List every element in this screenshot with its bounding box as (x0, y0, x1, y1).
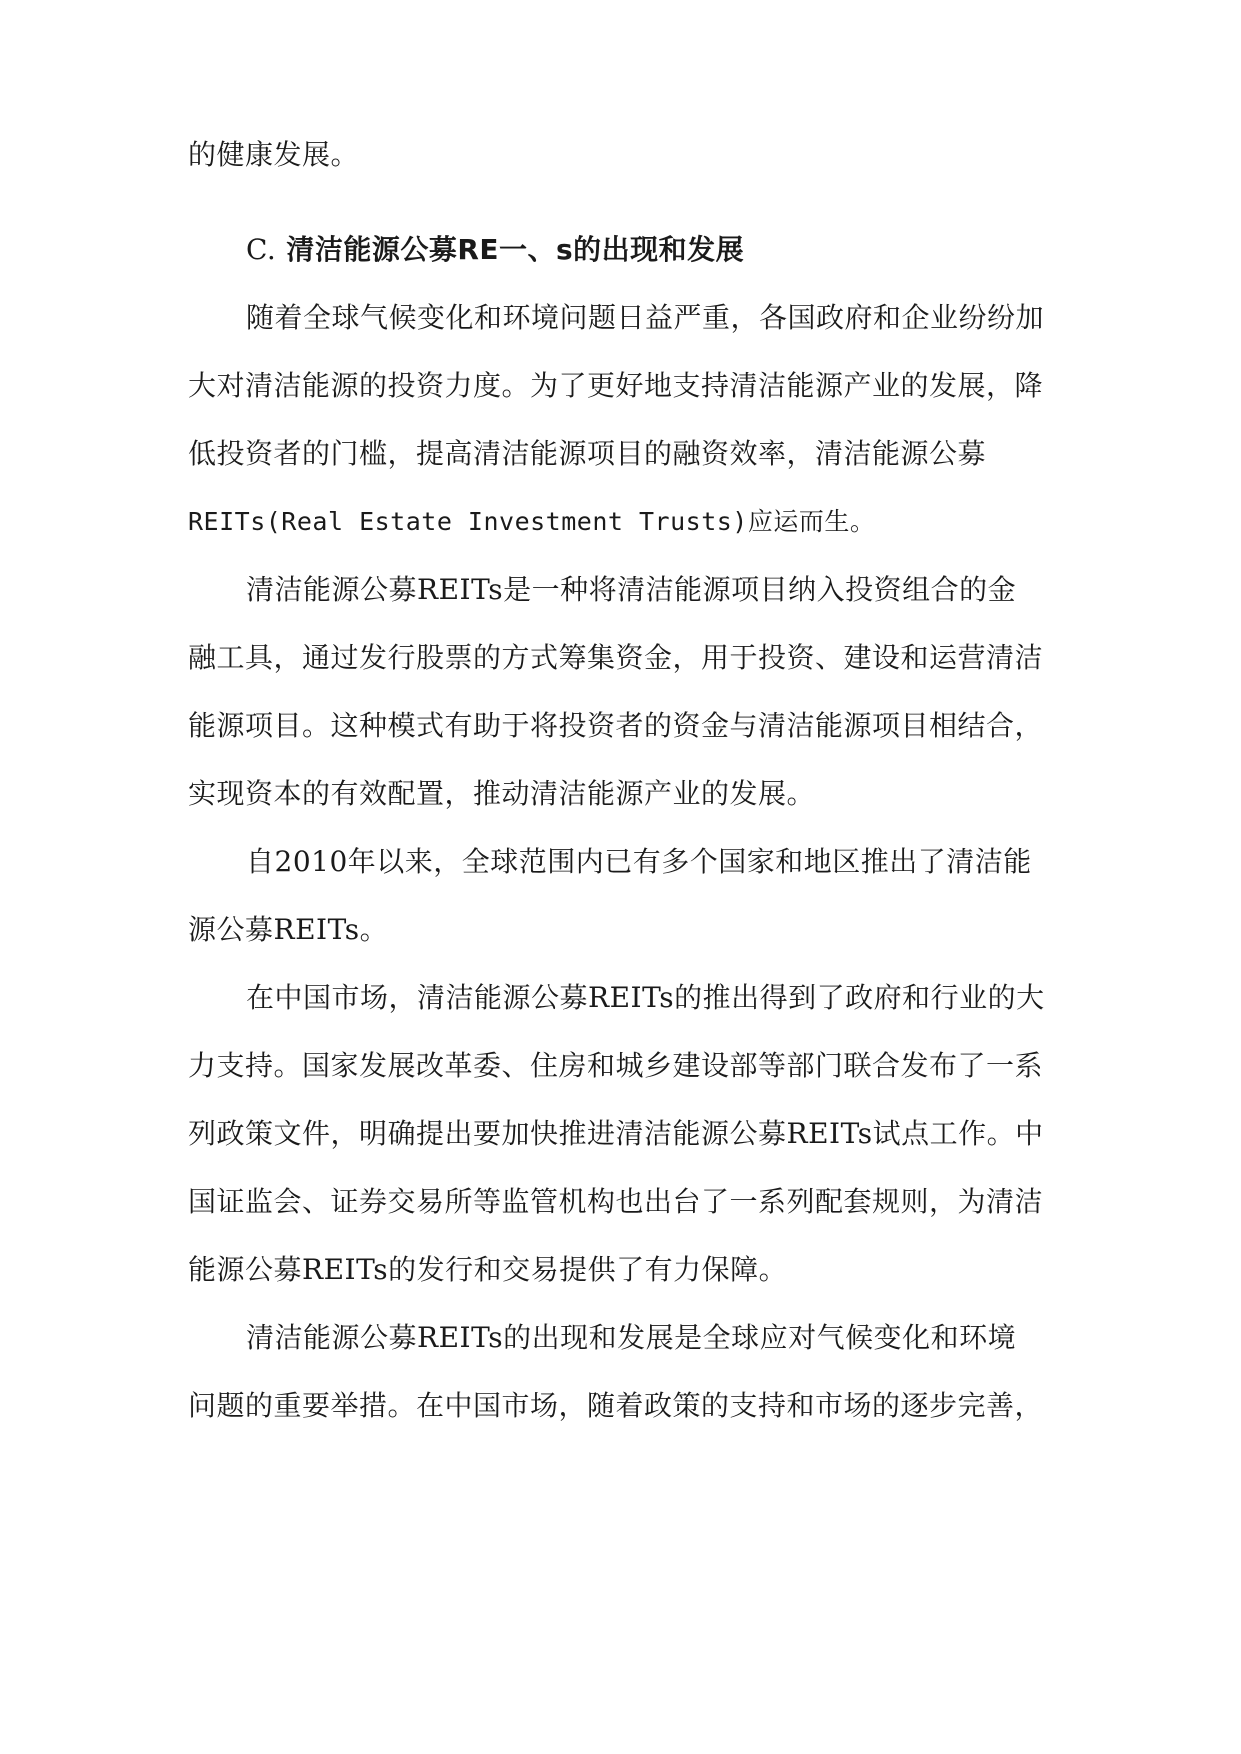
paragraph-line: 大对清洁能源的投资力度。为了更好地支持清洁能源产业的发展，降 (188, 369, 1044, 402)
paragraph-line: 列政策文件，明确提出要加快推进清洁能源公募REITs试点工作。中 (188, 1117, 1044, 1150)
paragraph-line: 在中国市场，清洁能源公募REITs的推出得到了政府和行业的大 (246, 981, 1045, 1014)
paragraph-line: 低投资者的门槛，提高清洁能源项目的融资效率，清洁能源公募 (188, 437, 987, 470)
paragraph-line: REITs(Real Estate Investment Trusts)应运而生。 (188, 507, 876, 536)
paragraph-line: 清洁能源公募REITs的出现和发展是全球应对气候变化和环境 (246, 1321, 1017, 1354)
section-heading-text: 清洁能源公募RE一、s的出现和发展 (286, 233, 745, 266)
paragraph-line: 自2010年以来，全球范围内已有多个国家和地区推出了清洁能 (246, 845, 1032, 878)
paragraph-line: 能源项目。这种模式有助于将投资者的资金与清洁能源项目相结合， (188, 709, 1044, 742)
paragraph-line: 国证监会、证券交易所等监管机构也出台了一系列配套规则，为清洁 (188, 1185, 1044, 1218)
section-heading-label: C. (246, 233, 277, 266)
paragraph-line: 源公募REITs。 (188, 913, 389, 946)
paragraph-line: 问题的重要举措。在中国市场，随着政策的支持和市场的逐步完善， (188, 1389, 1044, 1422)
paragraph-line: 能源公募REITs的发行和交易提供了有力保障。 (188, 1253, 788, 1286)
paragraph-line: 力支持。国家发展改革委、住房和城乡建设部等部门联合发布了一系 (188, 1049, 1044, 1082)
paragraph-line: 的健康发展。 (188, 138, 360, 171)
paragraph-line: 随着全球气候变化和环境问题日益严重，各国政府和企业纷纷加 (246, 301, 1045, 334)
paragraph-line: 实现资本的有效配置，推动清洁能源产业的发展。 (188, 777, 816, 810)
paragraph-line: 融工具，通过发行股票的方式筹集资金，用于投资、建设和运营清洁 (188, 641, 1044, 674)
paragraph-line: 清洁能源公募REITs是一种将清洁能源项目纳入投资组合的金 (246, 573, 1017, 606)
section-heading (246, 230, 744, 270)
